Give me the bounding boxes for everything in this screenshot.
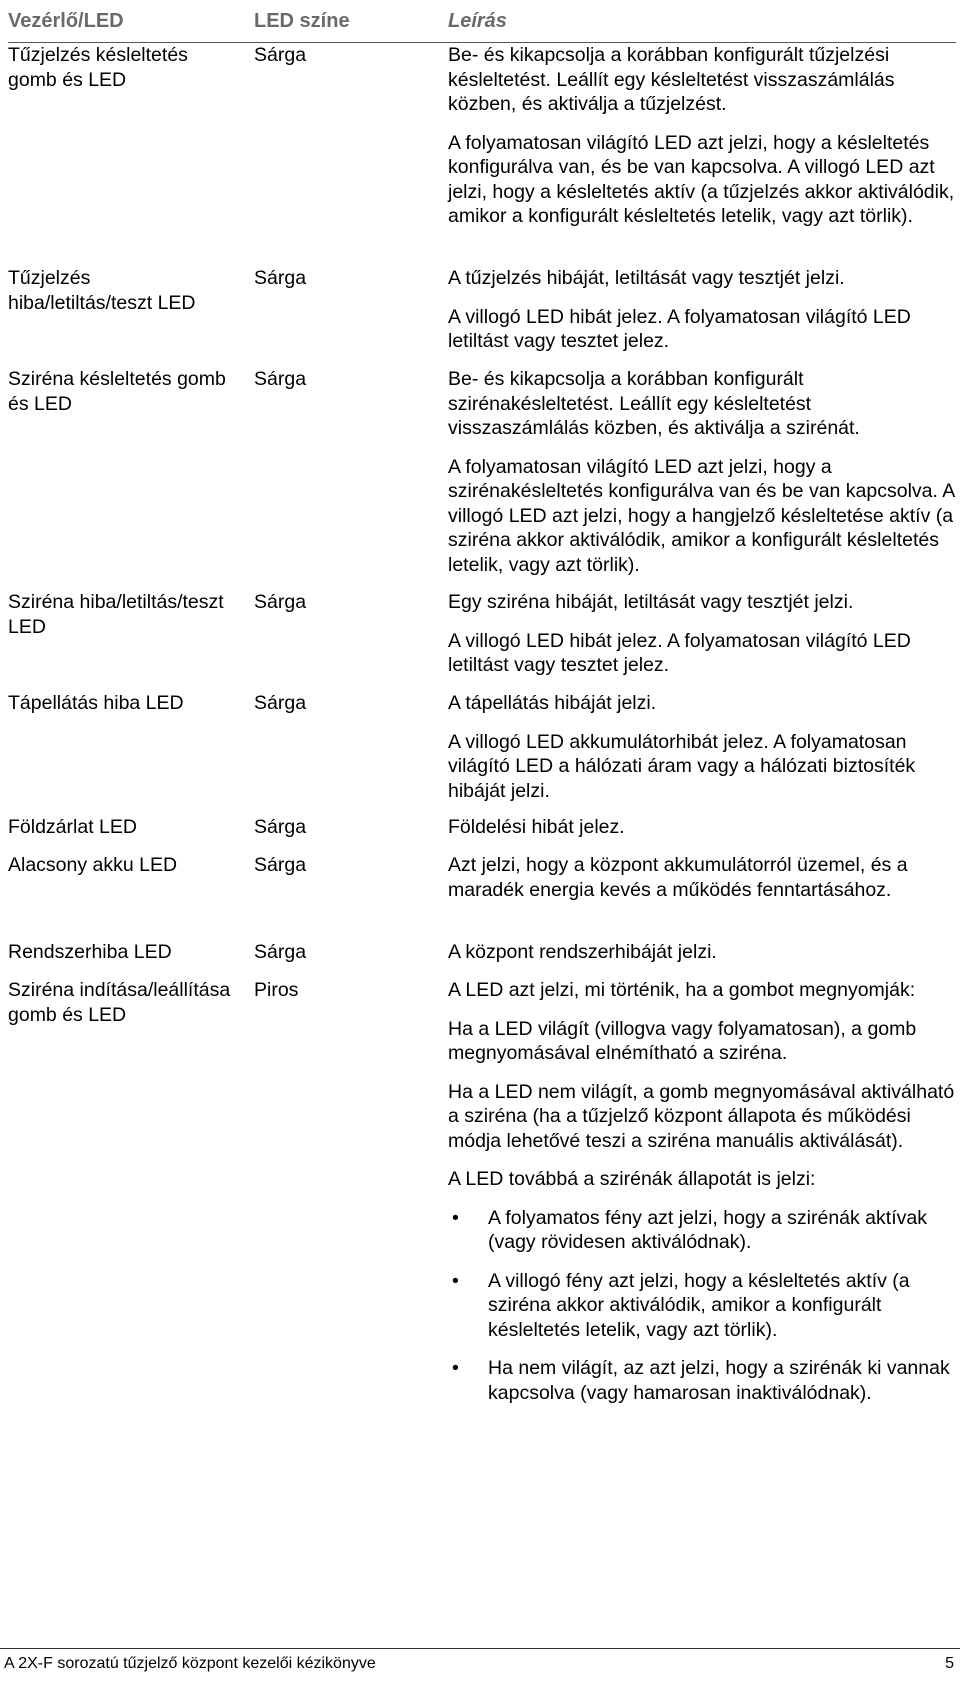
- led-color: Piros: [254, 979, 299, 1001]
- table-row: [8, 815, 956, 854]
- bullet-text: Ha nem világít, az azt jelzi, hogy a szirénák ki vannak kapcsolva (vagy hamarosan inaktiválódnak).: [488, 1357, 950, 1404]
- header-description: Leírás: [448, 10, 507, 32]
- control-name: Tápellátás hiba LED: [8, 692, 184, 714]
- led-color: Sárga: [254, 368, 307, 390]
- control-name: Sziréna indítása/leállítása gomb és LED: [8, 979, 231, 1026]
- bullet-text: A folyamatos fény azt jelzi, hogy a szirénák aktívak (vagy rövidesen aktiválódnak).: [488, 1206, 927, 1253]
- description-paragraph: A folyamatosan világító LED azt jelzi, hogy a szirénakésleltetés konfigurálva van és be van kapcsolva. A villogó LED azt jelzi, hogy a hangjelző késleltetése aktív (a sziréna akkor aktiválódik, amikor a konfigurált késleltetés letelik, vagy azt törlik).: [448, 455, 955, 576]
- header-led-color: LED színe: [254, 10, 350, 32]
- bullet-item: [448, 1206, 956, 1255]
- table-row: [8, 590, 956, 692]
- description-paragraph: A központ rendszerhibáját jelzi.: [448, 941, 717, 963]
- description-paragraph: A villogó LED hibát jelez. A folyamatosan világító LED letiltást vagy tesztet jelez.: [448, 629, 911, 676]
- description: [448, 815, 956, 854]
- description-paragraph: A folyamatosan világító LED azt jelzi, hogy a késleltetés konfigurálva van, és be van kapcsolva. A villogó LED azt jelzi, hogy a késleltetés aktív (a tűzjelzés akkor aktiválódik, amikor a konfigurált késleltetés letelik, vagy azt törlik).: [448, 131, 955, 227]
- control-name: Alacsony akku LED: [8, 854, 178, 876]
- control-name: Tűzjelzés hiba/letiltás/teszt LED: [8, 267, 196, 314]
- bullet-icon: •: [452, 1206, 459, 1229]
- description-paragraph: Azt jelzi, hogy a központ akkumulátorról üzemel, és a maradék energia kevés a működés fenntartásához.: [448, 854, 908, 901]
- led-color: Sárga: [254, 692, 307, 714]
- bullet-icon: •: [452, 1357, 459, 1379]
- led-color: Sárga: [254, 44, 307, 66]
- description: [448, 940, 956, 979]
- table-row: [8, 978, 956, 1419]
- footer-title: A 2X-F sorozatú tűzjelző központ kezelői kézikönyve: [4, 1655, 376, 1672]
- led-color: Sárga: [254, 591, 307, 613]
- bullet-item: [448, 1269, 956, 1343]
- led-color: Sárga: [254, 267, 307, 289]
- description-paragraph: Ha a LED világít (villogva vagy folyamatosan), a gomb megnyomásával elnémítható a sziréna.: [448, 1017, 917, 1064]
- table-row: [8, 691, 956, 817]
- bullet-text: A villogó fény azt jelzi, hogy a késleltetés aktív (a sziréna akkor aktiválódik, amikor a konfigurált késleltetés letelik, vagy azt törlik).: [488, 1269, 910, 1341]
- table-header: [8, 0, 956, 43]
- table-row: [8, 43, 956, 243]
- description-paragraph: Ha a LED nem világít, a gomb megnyomásával aktiválható a sziréna (ha a tűzjelző központ állapota és működési módja lehetővé teszi a sziréna manuális aktiválását).: [448, 1080, 955, 1152]
- bullet-item: [448, 1356, 956, 1405]
- page-footer: [0, 1648, 960, 1682]
- control-name: Sziréna hiba/letiltás/teszt LED: [8, 591, 224, 638]
- description-paragraph: Be- és kikapcsolja a korábban konfigurált tűzjelzési késleltetést. Leállít egy késleltetést visszaszámlálás közben, és aktiválja a tűzjelzést.: [448, 44, 895, 115]
- description-paragraph: A LED azt jelzi, mi történik, ha a gombot megnyomják:: [448, 979, 916, 1001]
- description: [448, 691, 956, 817]
- led-color: Sárga: [254, 816, 307, 838]
- description: [448, 367, 956, 591]
- description-paragraph: A tápellátás hibáját jelzi.: [448, 692, 657, 714]
- description: [448, 266, 956, 368]
- table-row: [8, 367, 956, 591]
- description-paragraph: Földelési hibát jelez.: [448, 816, 625, 838]
- description-paragraph: A LED továbbá a szirénák állapotát is jelzi:: [448, 1168, 816, 1190]
- description: [448, 43, 956, 243]
- description: [448, 978, 956, 1419]
- description: [448, 590, 956, 692]
- led-color: Sárga: [254, 941, 307, 963]
- led-table: [8, 0, 956, 1404]
- description-paragraph: A villogó LED hibát jelez. A folyamatosan világító LED letiltást vagy tesztet jelez.: [448, 305, 911, 352]
- page-number: 5: [945, 1655, 954, 1672]
- table-row: [8, 853, 956, 916]
- description-paragraph: Egy sziréna hibáját, letiltását vagy tesztjét jelzi.: [448, 591, 854, 613]
- control-name: Földzárlat LED: [8, 816, 137, 838]
- control-name: Rendszerhiba LED: [8, 941, 172, 963]
- description-paragraph: A villogó LED akkumulátorhibát jelez. A folyamatosan világító LED a hálózati áram vagy a hálózati biztosíték hibáját jelzi.: [448, 730, 916, 802]
- bullet-icon: •: [452, 1269, 459, 1292]
- led-color: Sárga: [254, 854, 307, 876]
- description: [448, 853, 956, 916]
- description-paragraph: Be- és kikapcsolja a korábban konfigurált szirénakésleltetést. Leállít egy késleltetést visszaszámlálás közben, és aktiválja a szirénát.: [448, 368, 860, 439]
- bullet-list: [448, 1206, 956, 1406]
- table-row: [8, 266, 956, 368]
- control-name: Sziréna késleltetés gomb és LED: [8, 368, 226, 415]
- description-paragraph: A tűzjelzés hibáját, letiltását vagy tesztjét jelzi.: [448, 267, 845, 289]
- table-row: [8, 940, 956, 979]
- control-name: Tűzjelzés késleltetés gomb és LED: [8, 44, 188, 91]
- header-control-led: Vezérlő/LED: [8, 10, 124, 32]
- footer-rule: [0, 1648, 960, 1649]
